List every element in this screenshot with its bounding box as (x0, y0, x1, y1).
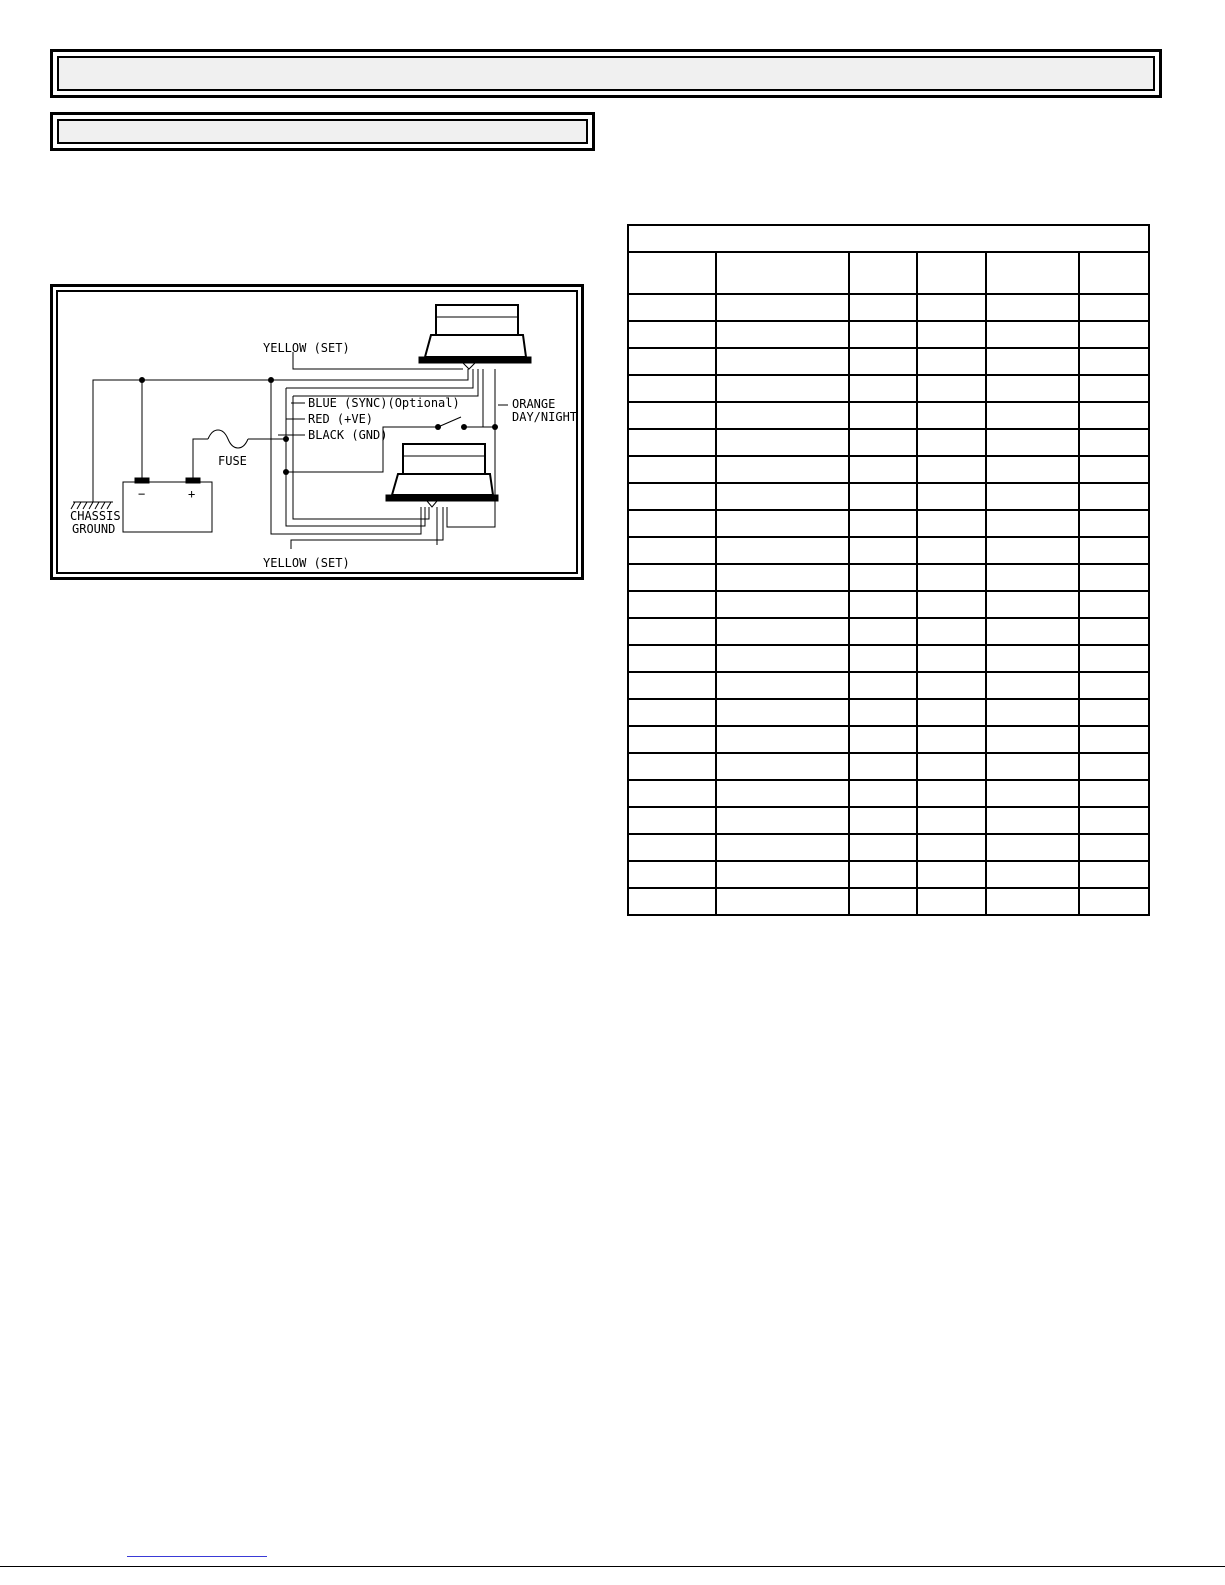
table-cell (849, 402, 917, 429)
table-row (628, 294, 1149, 321)
table-cell (849, 780, 917, 807)
table-cell (849, 753, 917, 780)
table-cell (628, 537, 716, 564)
table-cell (716, 375, 849, 402)
table-cell (628, 348, 716, 375)
table-title-row (628, 225, 1149, 252)
table-cell (917, 537, 986, 564)
table-cell (849, 726, 917, 753)
label-yellow-set-bottom: YELLOW (SET) (263, 556, 350, 570)
table-row (628, 375, 1149, 402)
table-cell (986, 321, 1079, 348)
specification-table (627, 224, 1150, 916)
table-cell (986, 645, 1079, 672)
table-row (628, 645, 1149, 672)
table-cell (716, 834, 849, 861)
table-cell (716, 753, 849, 780)
table-cell (986, 429, 1079, 456)
table-header-cell (917, 252, 986, 294)
table-cell (1079, 591, 1149, 618)
table-cell (917, 591, 986, 618)
table-cell (1079, 402, 1149, 429)
label-ground: GROUND (72, 522, 116, 536)
table-cell (628, 456, 716, 483)
table-cell (716, 645, 849, 672)
table-cell (628, 726, 716, 753)
table-cell (716, 429, 849, 456)
page-title-banner (50, 49, 1162, 98)
table-cell (917, 753, 986, 780)
table-cell (986, 753, 1079, 780)
table-row (628, 564, 1149, 591)
table-cell (917, 618, 986, 645)
table-cell (917, 780, 986, 807)
table-cell (628, 780, 716, 807)
table-cell (986, 726, 1079, 753)
table-cell (716, 564, 849, 591)
table-cell (849, 672, 917, 699)
table-cell (628, 807, 716, 834)
table-cell (1079, 537, 1149, 564)
table-cell (716, 888, 849, 915)
table-cell (986, 672, 1079, 699)
table-cell (716, 699, 849, 726)
table-cell (986, 294, 1079, 321)
table-cell (986, 483, 1079, 510)
table-cell (628, 483, 716, 510)
table-cell (849, 888, 917, 915)
table-cell (849, 834, 917, 861)
table-cell (986, 699, 1079, 726)
table-row (628, 429, 1149, 456)
table-title-cell (628, 225, 1149, 252)
table-cell (849, 294, 917, 321)
label-yellow-set-top: YELLOW (SET) (263, 341, 350, 355)
table-cell (716, 537, 849, 564)
table-cell (986, 564, 1079, 591)
table-header-cell (986, 252, 1079, 294)
table-cell (1079, 321, 1149, 348)
table-row (628, 753, 1149, 780)
table-cell (628, 510, 716, 537)
table-cell (716, 726, 849, 753)
table-cell (628, 645, 716, 672)
table-cell (716, 402, 849, 429)
table-cell (917, 726, 986, 753)
table-row (628, 348, 1149, 375)
table-cell (849, 618, 917, 645)
table-cell (917, 429, 986, 456)
table-row (628, 456, 1149, 483)
table-cell (716, 807, 849, 834)
table-cell (628, 699, 716, 726)
table-cell (1079, 888, 1149, 915)
table-cell (1079, 564, 1149, 591)
table-cell (628, 375, 716, 402)
table-row (628, 834, 1149, 861)
table-cell (1079, 645, 1149, 672)
table-row (628, 780, 1149, 807)
section-heading-banner (50, 112, 595, 151)
table-cell (716, 456, 849, 483)
table-row (628, 483, 1149, 510)
table-row (628, 807, 1149, 834)
table-row (628, 591, 1149, 618)
table-cell (917, 861, 986, 888)
table-cell (986, 456, 1079, 483)
table-cell (628, 591, 716, 618)
table-cell (1079, 429, 1149, 456)
table-cell (917, 888, 986, 915)
label-battery-minus: − (138, 487, 146, 501)
table-cell (986, 780, 1079, 807)
table-cell (716, 672, 849, 699)
table-cell (1079, 618, 1149, 645)
table-cell (917, 483, 986, 510)
table-cell (1079, 834, 1149, 861)
label-blue-sync: BLUE (SYNC)(Optional) (308, 396, 460, 410)
table-cell (917, 294, 986, 321)
table-cell (849, 591, 917, 618)
label-fuse: FUSE (218, 454, 247, 468)
table-row (628, 672, 1149, 699)
table-cell (986, 537, 1079, 564)
table-cell (628, 429, 716, 456)
table-cell (1079, 348, 1149, 375)
table-cell (986, 375, 1079, 402)
table-cell (917, 510, 986, 537)
table-row (628, 510, 1149, 537)
table-cell (917, 807, 986, 834)
table-cell (1079, 456, 1149, 483)
beacon-top-icon (419, 305, 531, 369)
label-red-ve: RED (+VE) (308, 412, 374, 426)
table-cell (917, 375, 986, 402)
table-cell (628, 294, 716, 321)
footer-link-underline[interactable] (127, 1556, 267, 1557)
table-cell (917, 834, 986, 861)
table-header-cell (849, 252, 917, 294)
table-cell (716, 483, 849, 510)
footer-rule (0, 1566, 1225, 1567)
table-cell (628, 753, 716, 780)
table-cell (917, 699, 986, 726)
beacon-bottom-icon (386, 444, 498, 507)
table-cell (716, 348, 849, 375)
table-row (628, 618, 1149, 645)
table-cell (917, 348, 986, 375)
wiring-diagram-svg (53, 287, 587, 583)
table-cell (986, 402, 1079, 429)
label-day-night: DAY/NIGHT (512, 410, 578, 424)
table-cell (849, 564, 917, 591)
table-cell (1079, 807, 1149, 834)
table-cell (628, 321, 716, 348)
table-cell (849, 375, 917, 402)
table-cell (986, 861, 1079, 888)
table-cell (716, 861, 849, 888)
table-cell (628, 618, 716, 645)
table-cell (986, 348, 1079, 375)
table-row (628, 861, 1149, 888)
table-cell (628, 402, 716, 429)
table-header-cell (716, 252, 849, 294)
table-cell (1079, 726, 1149, 753)
label-orange: ORANGE (512, 397, 556, 411)
table-cell (1079, 699, 1149, 726)
label-battery-plus: + (188, 487, 196, 501)
table-cell (849, 537, 917, 564)
label-chassis: CHASSIS (70, 509, 121, 523)
table-cell (849, 429, 917, 456)
label-black-gnd: BLACK (GND) (308, 428, 388, 442)
wiring-diagram (50, 284, 584, 580)
table-cell (1079, 780, 1149, 807)
table-row (628, 321, 1149, 348)
table-cell (628, 564, 716, 591)
table-cell (986, 591, 1079, 618)
table-cell (1079, 375, 1149, 402)
table-cell (1079, 861, 1149, 888)
table-cell (716, 780, 849, 807)
table-cell (716, 618, 849, 645)
table-cell (849, 483, 917, 510)
table-cell (917, 564, 986, 591)
table-cell (628, 861, 716, 888)
table-row (628, 888, 1149, 915)
table-cell (1079, 753, 1149, 780)
table-header-row (628, 252, 1149, 294)
table-cell (716, 510, 849, 537)
table-cell (849, 861, 917, 888)
table-cell (849, 510, 917, 537)
table-cell (917, 672, 986, 699)
table-cell (917, 456, 986, 483)
table-cell (628, 834, 716, 861)
table-cell (1079, 672, 1149, 699)
table-cell (1079, 294, 1149, 321)
table-cell (716, 294, 849, 321)
table-cell (986, 888, 1079, 915)
table-cell (716, 591, 849, 618)
table-row (628, 699, 1149, 726)
table-cell (917, 645, 986, 672)
table-cell (986, 807, 1079, 834)
table-row (628, 537, 1149, 564)
table-row (628, 726, 1149, 753)
table-cell (849, 348, 917, 375)
table-cell (986, 834, 1079, 861)
table-cell (628, 888, 716, 915)
table-cell (849, 699, 917, 726)
table-row (628, 402, 1149, 429)
table-cell (1079, 483, 1149, 510)
table-header-cell (1079, 252, 1149, 294)
table-cell (716, 321, 849, 348)
table-cell (917, 321, 986, 348)
table-header-cell (628, 252, 716, 294)
table-cell (849, 645, 917, 672)
table-cell (986, 618, 1079, 645)
table-cell (849, 807, 917, 834)
table-cell (849, 456, 917, 483)
table-cell (849, 321, 917, 348)
table-cell (917, 402, 986, 429)
table-cell (1079, 510, 1149, 537)
table-cell (986, 510, 1079, 537)
table-cell (628, 672, 716, 699)
